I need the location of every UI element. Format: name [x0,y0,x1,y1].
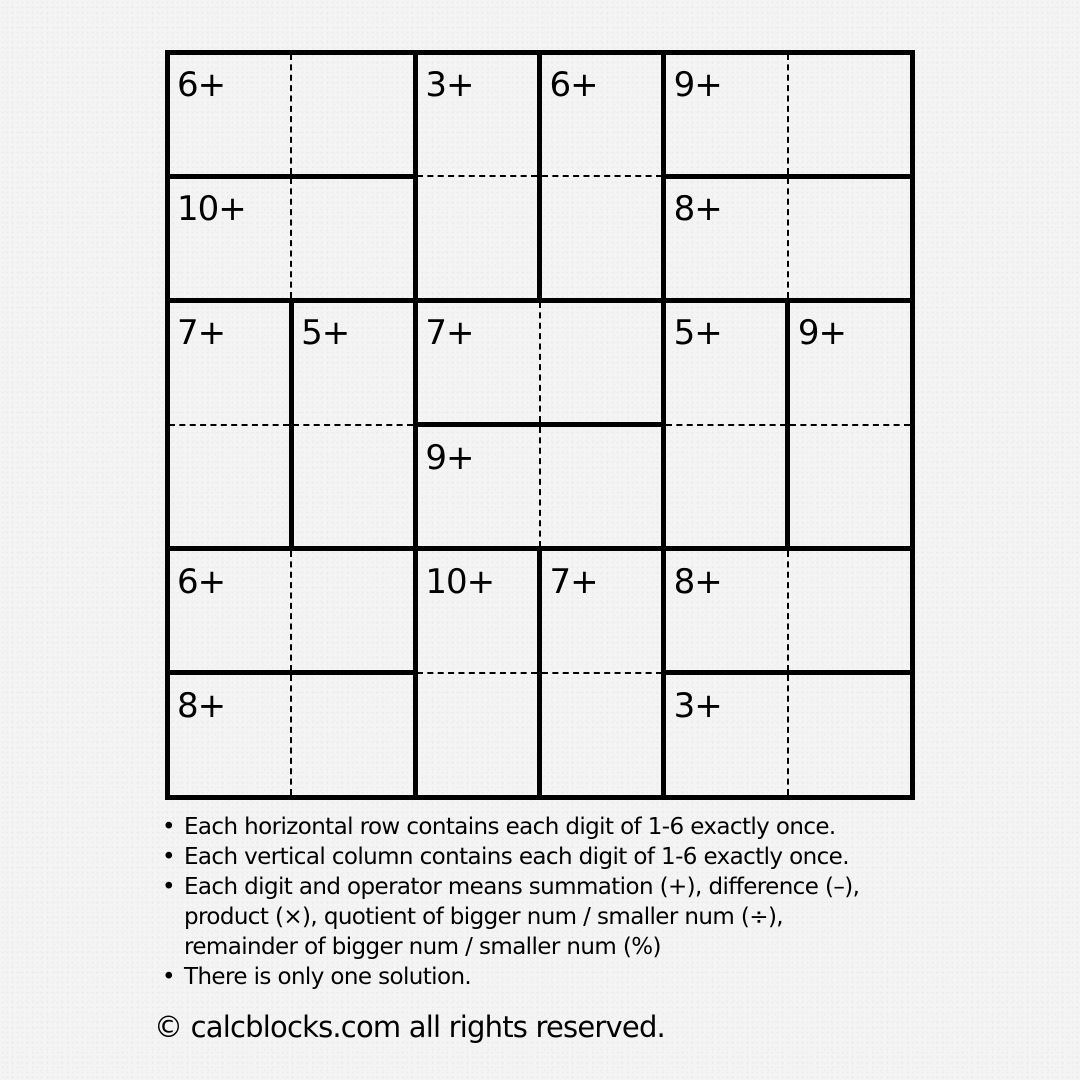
cage-border [413,670,418,799]
grid-cell[interactable] [540,425,664,549]
cell-divider [539,427,541,547]
cage-clue: 6+ [177,65,226,105]
grid-cell[interactable] [291,549,415,673]
grid-cell[interactable] [540,549,664,673]
grid-cell[interactable] [167,300,291,424]
cell-divider [293,424,413,426]
cage-border [413,298,542,303]
grid-cell[interactable] [664,300,788,424]
grid-cell[interactable] [664,549,788,673]
cage-border [289,298,294,427]
cage-clue: 6+ [549,65,598,105]
cage-border [413,174,418,303]
grid-cell[interactable] [788,300,912,424]
cell-divider [417,672,537,674]
grid-cell[interactable] [415,425,539,549]
cage-border [785,298,914,303]
cage-border [661,298,790,303]
cage-border [165,50,915,55]
cage-border [413,546,418,675]
cell-divider [787,54,789,174]
cage-border [289,546,418,551]
cage-clue: 3+ [425,65,474,105]
grid-cell[interactable] [788,425,912,549]
grid-cell[interactable] [664,52,788,176]
cage-clue: 10+ [425,561,495,602]
cage-border [661,422,666,551]
cage-border [661,670,790,675]
bullet-icon: • [162,814,175,840]
rule-item [162,812,1022,842]
cell-divider [787,178,789,298]
cell-divider [290,178,292,298]
cage-border [289,298,418,303]
cell-divider [787,551,789,671]
cell-divider [542,175,662,177]
cage-border [661,174,790,179]
cage-clue: 3+ [673,685,722,726]
cell-divider [417,175,537,177]
cage-border [785,422,790,551]
cage-border [537,546,666,551]
cage-border [661,670,666,799]
cell-divider [542,672,662,674]
cage-border [413,422,418,551]
grid-cell[interactable] [415,300,539,424]
cage-border [537,298,666,303]
grid-cell[interactable] [167,425,291,549]
cage-border [661,174,666,303]
bullet-icon: • [162,964,175,990]
rule-text: product (×), quotient of bigger num / smaller num (÷), [184,904,784,930]
grid-cell[interactable] [291,673,415,797]
grid-cell[interactable] [540,300,664,424]
rule-text: Each vertical column contains each digit of 1-6 exactly once. [184,844,849,870]
cage-clue: 9+ [673,65,722,105]
grid-cell[interactable] [788,549,912,673]
cage-clue: 8+ [673,189,722,230]
cage-clue: 10+ [177,189,246,230]
cage-border [289,422,294,551]
grid-cell[interactable] [664,673,788,797]
cage-border [537,50,542,179]
cage-clue: 7+ [425,313,474,354]
grid-cell[interactable] [291,425,415,549]
cage-clue: 8+ [177,685,226,726]
cage-border [537,670,542,799]
grid-cell[interactable] [664,176,788,300]
cage-border [289,174,418,179]
grid-cell[interactable] [415,549,539,673]
grid-cell[interactable] [788,52,912,176]
rules-list [162,812,1022,992]
cage-border [661,546,790,551]
cage-border [537,174,542,303]
grid-cell[interactable] [291,176,415,300]
rule-text: Each horizontal row contains each digit of 1-6 exactly once. [184,814,836,840]
grid-cell[interactable] [167,673,291,797]
bullet-icon: • [162,874,175,900]
cell-divider [787,675,789,795]
bullet-icon: • [162,844,175,870]
cage-border [785,298,790,427]
cage-border [165,795,915,800]
grid-cell[interactable] [415,673,539,797]
grid-cell[interactable] [540,176,664,300]
cage-clue: 7+ [177,313,226,354]
cage-clue: 9+ [425,437,474,478]
grid-cell[interactable] [415,176,539,300]
cage-border [165,546,294,551]
cage-border [165,50,170,800]
grid-cell[interactable] [664,425,788,549]
cage-border [661,546,666,675]
copyright-notice: © calcblocks.com all rights reserved. [154,1010,665,1044]
grid-cell[interactable] [788,673,912,797]
grid-cell[interactable] [540,52,664,176]
cage-clue: 9+ [797,313,846,354]
cage-border [165,174,294,179]
cage-border [413,298,418,427]
rule-text: Each digit and operator means summation (+), difference (–), [184,874,860,900]
cage-border [910,50,915,800]
puzzle-grid [167,52,912,797]
rule-text: remainder of bigger num / smaller num (%) [184,934,661,960]
cage-border [165,298,294,303]
rule-item [162,842,1022,872]
cell-divider [290,551,292,671]
cage-border [413,422,542,427]
cage-border [785,546,914,551]
cage-clue: 7+ [549,561,598,602]
cage-border [413,546,542,551]
cage-border [165,670,294,675]
grid-cell[interactable] [415,52,539,176]
cage-border [785,174,914,179]
cell-divider [290,54,292,174]
cell-divider [790,424,910,426]
cage-border [289,670,418,675]
rule-item [162,962,1022,992]
cage-border [661,298,666,427]
grid-cell[interactable] [167,52,291,176]
grid-cell[interactable] [291,52,415,176]
cell-divider [539,302,541,422]
cage-border [413,50,418,179]
cage-border [785,670,914,675]
cell-divider [666,424,786,426]
cage-border [537,422,666,427]
cage-border [661,50,666,179]
cage-clue: 6+ [177,561,226,602]
grid-cell[interactable] [540,673,664,797]
grid-cell[interactable] [167,549,291,673]
grid-cell[interactable] [291,300,415,424]
cage-border [537,546,542,675]
cell-divider [290,675,292,795]
rule-text: There is only one solution. [184,964,472,990]
rule-item [162,872,1022,962]
cell-divider [169,424,289,426]
grid-cell[interactable] [167,176,291,300]
cage-clue: 5+ [301,313,350,354]
cage-clue: 8+ [673,561,722,602]
grid-cell[interactable] [788,176,912,300]
cage-clue: 5+ [673,313,722,354]
